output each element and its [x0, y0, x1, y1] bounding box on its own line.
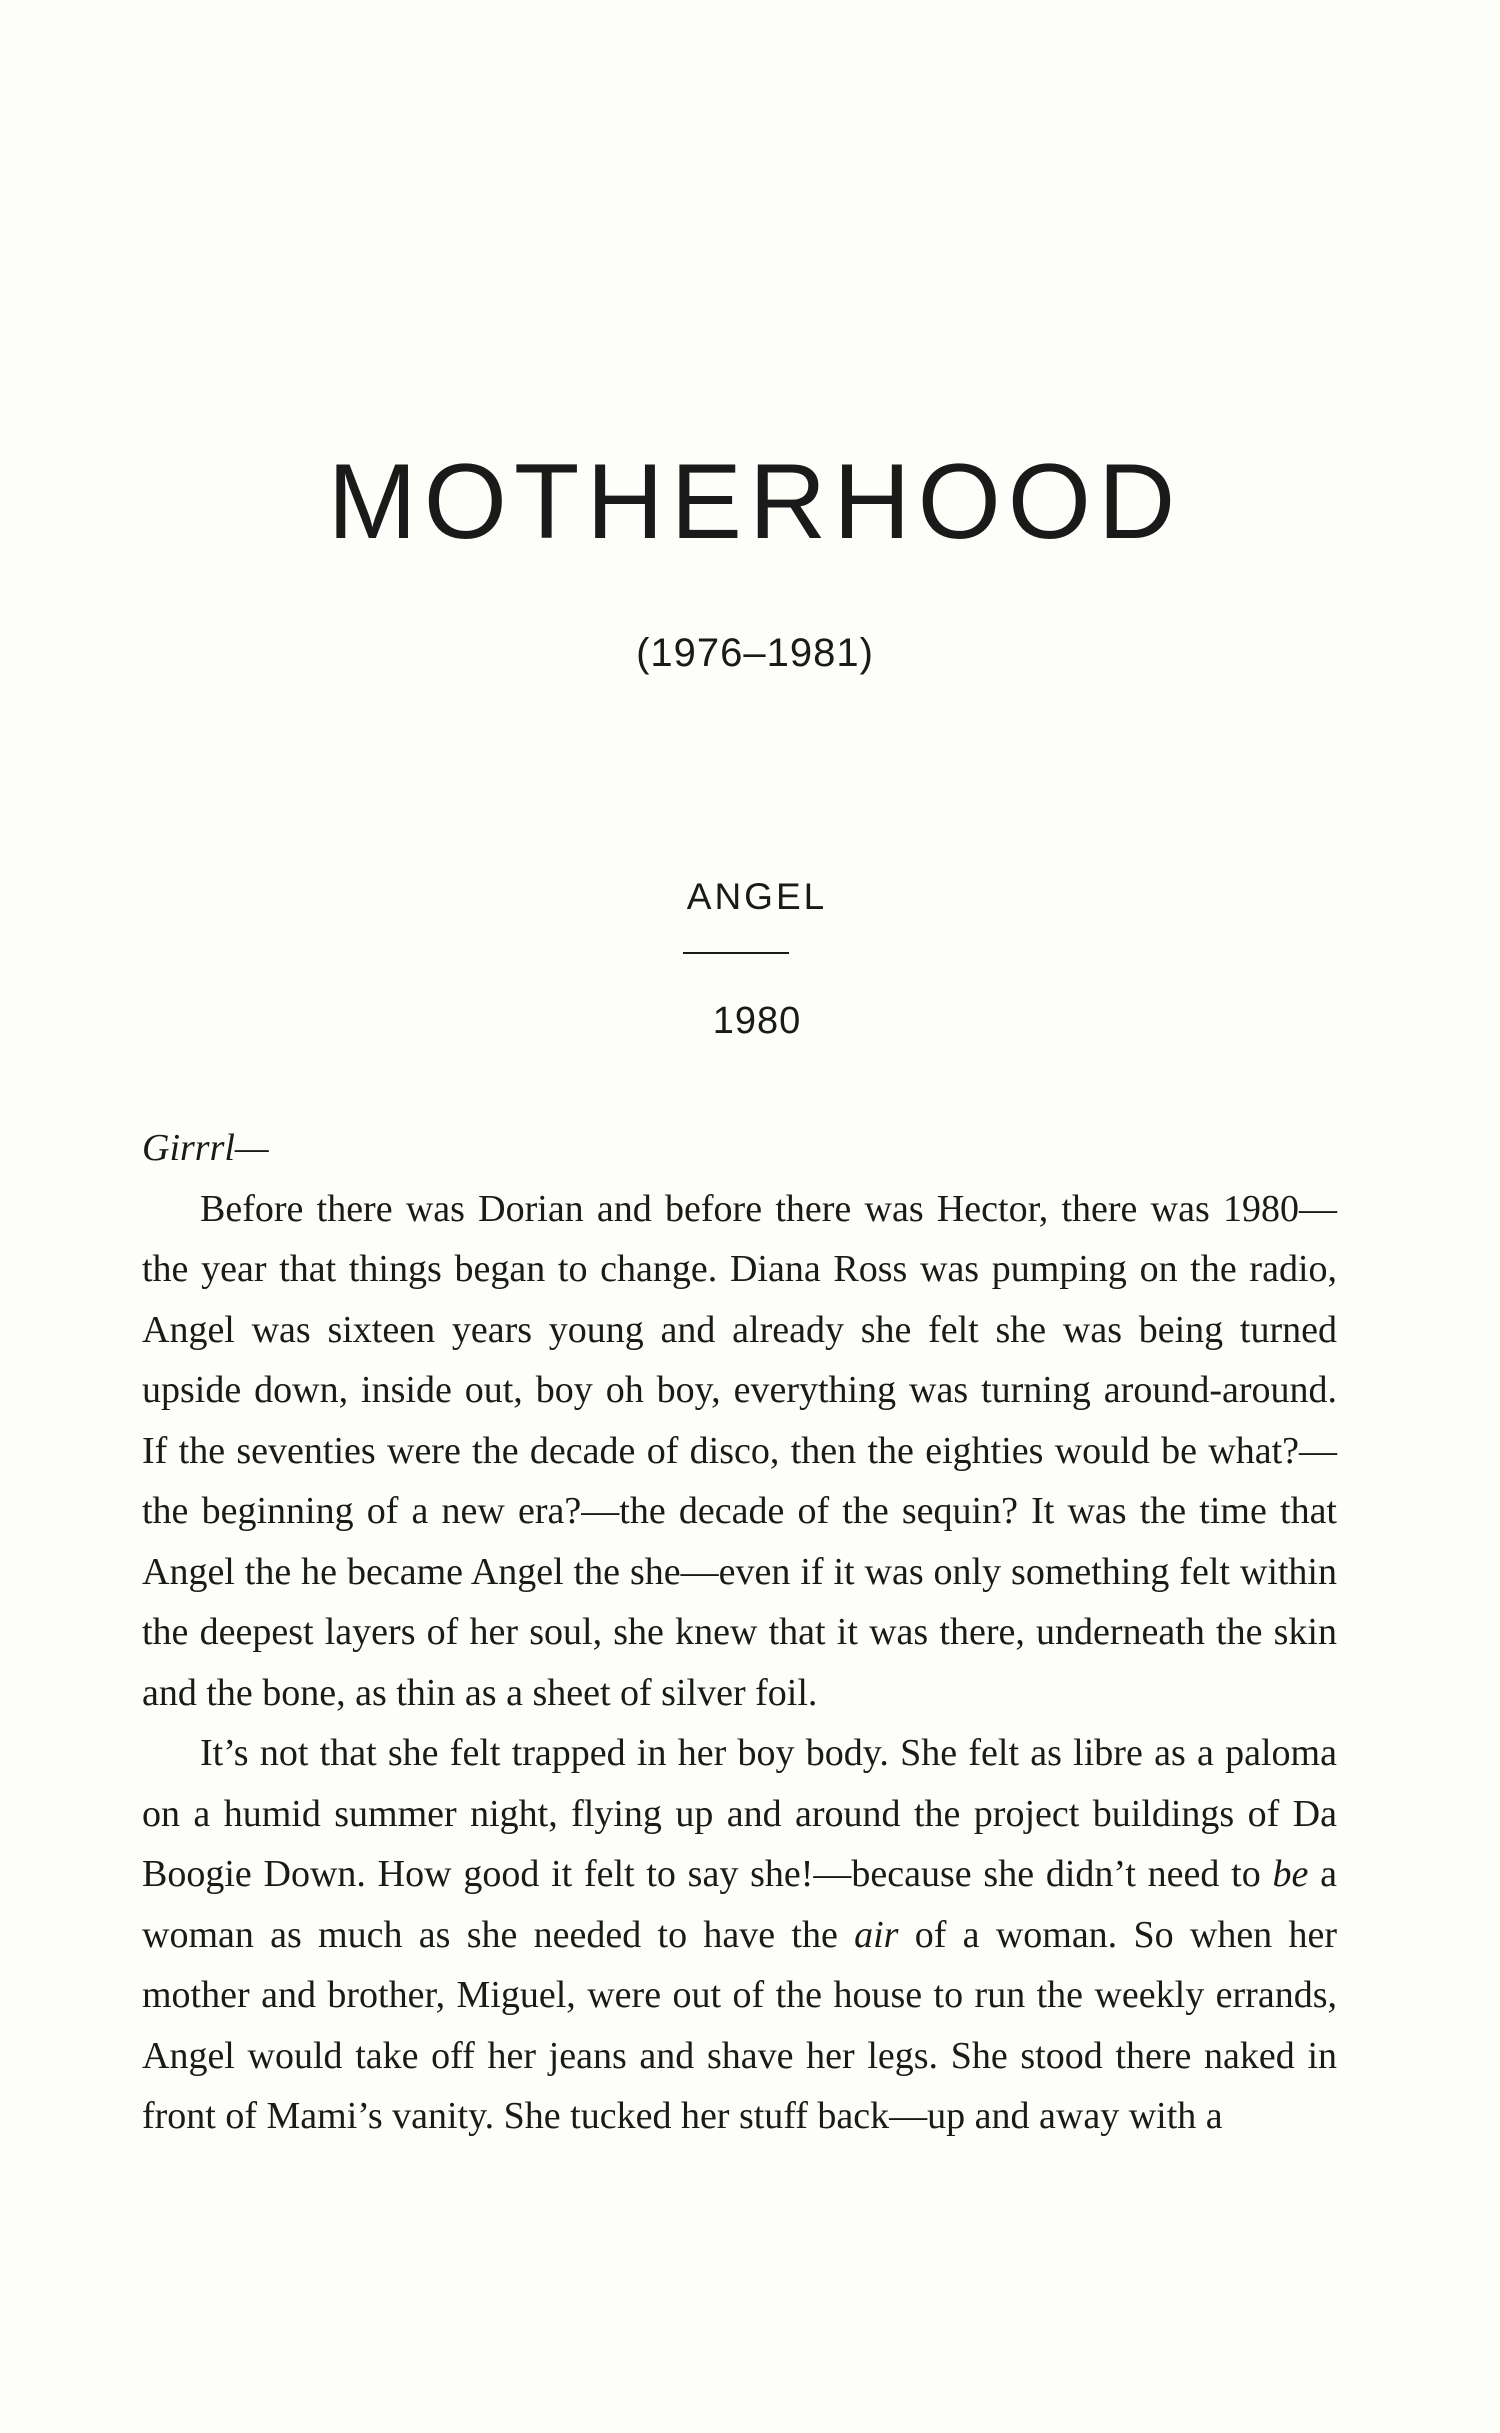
salutation: Girrrl— — [142, 1127, 269, 1169]
paragraph: Before there was Dorian and before there was Hector, there was 1980—the year that things began to change. Diana Ross was pumping on the radio, Angel was sixteen years young and already she felt she was being turned upside down, inside out, boy oh boy, everything was turning around-around. If the seventies were the decade of disco, then the eighties would be what?—the beginning of a new era?—the decade of the sequin? It was the time that Angel the he became Angel the she—even if it was only something felt within the deepest layers of her soul, she knew that it was there, underneath the skin and the bone, as thin as a sheet of silver foil. — [142, 1187, 1337, 1714]
body-text — [142, 1118, 1337, 2147]
paragraph — [142, 1723, 1337, 2147]
paragraph-text: of a woman. So when her mother and brother, Miguel, were out of the house to run the weekly errands, Angel would take off her jeans and shave her legs. She stood there naked in front of Mami’s vanity. She tucked her stuff back—up and away with a — [142, 1913, 1337, 2137]
part-years: (1976–1981) — [636, 631, 874, 675]
part-title: MOTHERHOOD — [327, 441, 1183, 561]
emphasis-text: be — [1272, 1853, 1309, 1895]
emphasis-text: air — [854, 1913, 899, 1956]
paragraph-text: It’s not that she felt trapped in her boy body. She felt as libre as a paloma on a humid summer night, flying up and around the project buildings of Da Boogie Down. How good it felt to say she!—because she didn’t need to — [142, 1732, 1337, 1895]
paragraph-text: a woman as much as she needed to have the — [142, 1853, 1338, 1956]
chapter-year: 1980 — [712, 1000, 802, 1042]
chapter-title: ANGEL — [686, 876, 828, 917]
chapter-divider — [683, 952, 789, 954]
